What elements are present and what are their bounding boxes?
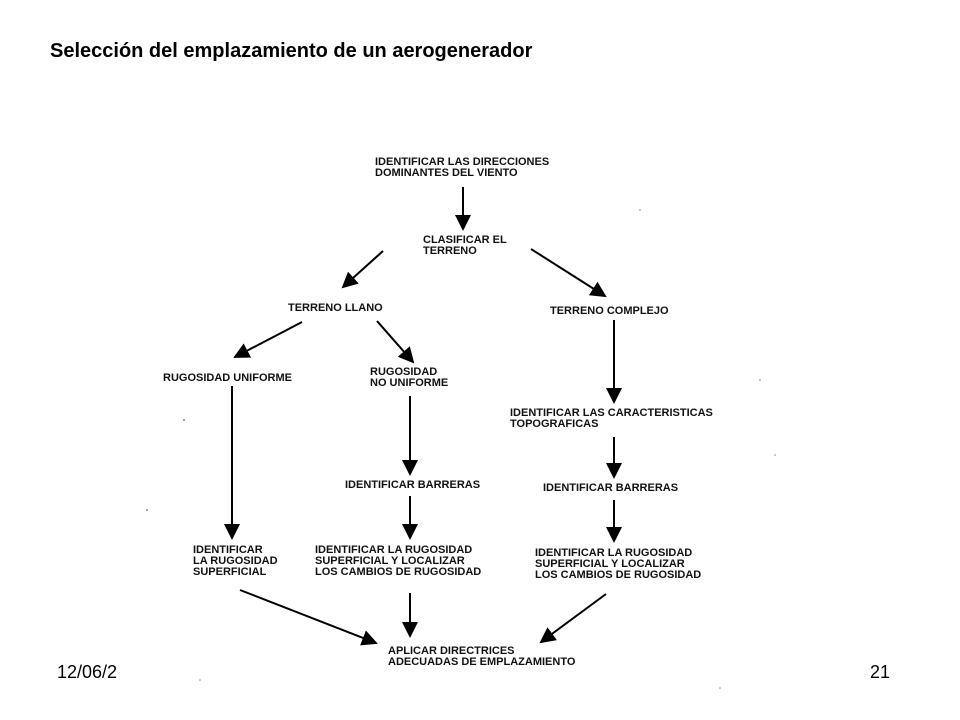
flow-node-line: LOS CAMBIOS DE RUGOSIDAD (315, 566, 482, 578)
flow-node-rug-cambios-2 (535, 547, 701, 581)
slide-page-number: 21 (870, 662, 891, 682)
flow-node-line: TERRENO COMPLEJO (550, 305, 669, 317)
flow-node-line: SUPERFICIAL Y LOCALIZAR (535, 558, 685, 570)
arrow-rug-cambios-2-to-directrices (541, 594, 606, 642)
flow-node-topograficas (510, 407, 713, 430)
slide-title: Selección del emplazamiento de un aerogenerador (50, 40, 533, 62)
flow-node-line: DOMINANTES DEL VIENTO (375, 167, 518, 179)
arrow-llano-to-rug-uniforme (235, 322, 302, 357)
flow-node-rug-uniforme (163, 372, 292, 384)
flow-node-line: TOPOGRAFICAS (510, 418, 599, 430)
flow-node-rug-cambios-1 (315, 544, 481, 578)
flow-node-line: NO UNIFORME (370, 377, 449, 389)
flow-node-clasificar (423, 234, 507, 257)
flow-node-line: IDENTIFICAR BARRERAS (345, 479, 481, 491)
flow-node-barreras-2 (543, 482, 678, 494)
flow-node-directrices (388, 645, 576, 668)
flow-node-rug-no-uniforme (370, 366, 448, 389)
flow-node-line: IDENTIFICAR LAS CARACTERISTICAS (510, 407, 713, 419)
flow-node-line: SUPERFICIAL (193, 566, 267, 578)
flow-node-line: TERRENO LLANO (288, 302, 383, 314)
flow-node-line: IDENTIFICAR LA RUGOSIDAD (535, 547, 693, 559)
flow-node-line: RUGOSIDAD UNIFORME (163, 372, 292, 384)
flow-node-line: IDENTIFICAR (193, 544, 263, 556)
flow-node-complejo (550, 305, 669, 317)
flow-node-line: RUGOSIDAD (370, 366, 438, 378)
flow-node-line: SUPERFICIAL Y LOCALIZAR (315, 555, 465, 567)
slide-date: 12/06/2 (57, 662, 118, 682)
flow-node-line: APLICAR DIRECTRICES (388, 645, 515, 657)
flow-node-line: TERRENO (423, 245, 477, 257)
arrow-llano-to-rug-no-uniforme (377, 321, 413, 362)
flow-node-line: CLASIFICAR EL (423, 234, 507, 246)
flow-node-barreras-1 (345, 479, 480, 491)
scan-specks (146, 209, 776, 689)
flow-node-line: ADECUADAS DE EMPLAZAMIENTO (388, 656, 576, 668)
flow-node-line: IDENTIFICAR BARRERAS (543, 482, 679, 494)
flow-node-rug-superficial (193, 544, 278, 578)
flow-node-line: IDENTIFICAR LAS DIRECCIONES (375, 156, 550, 168)
flow-node-line: IDENTIFICAR LA RUGOSIDAD (315, 544, 473, 556)
flow-node-line: LA RUGOSIDAD (193, 555, 278, 567)
arrow-clasificar-to-llano (343, 251, 383, 287)
flow-node-line: LOS CAMBIOS DE RUGOSIDAD (535, 569, 702, 581)
arrow-rug-superficial-to-directrices (240, 590, 376, 643)
flow-node-llano (288, 302, 383, 314)
flow-node-dir-viento (375, 156, 549, 179)
arrow-clasificar-to-complejo (531, 249, 605, 296)
